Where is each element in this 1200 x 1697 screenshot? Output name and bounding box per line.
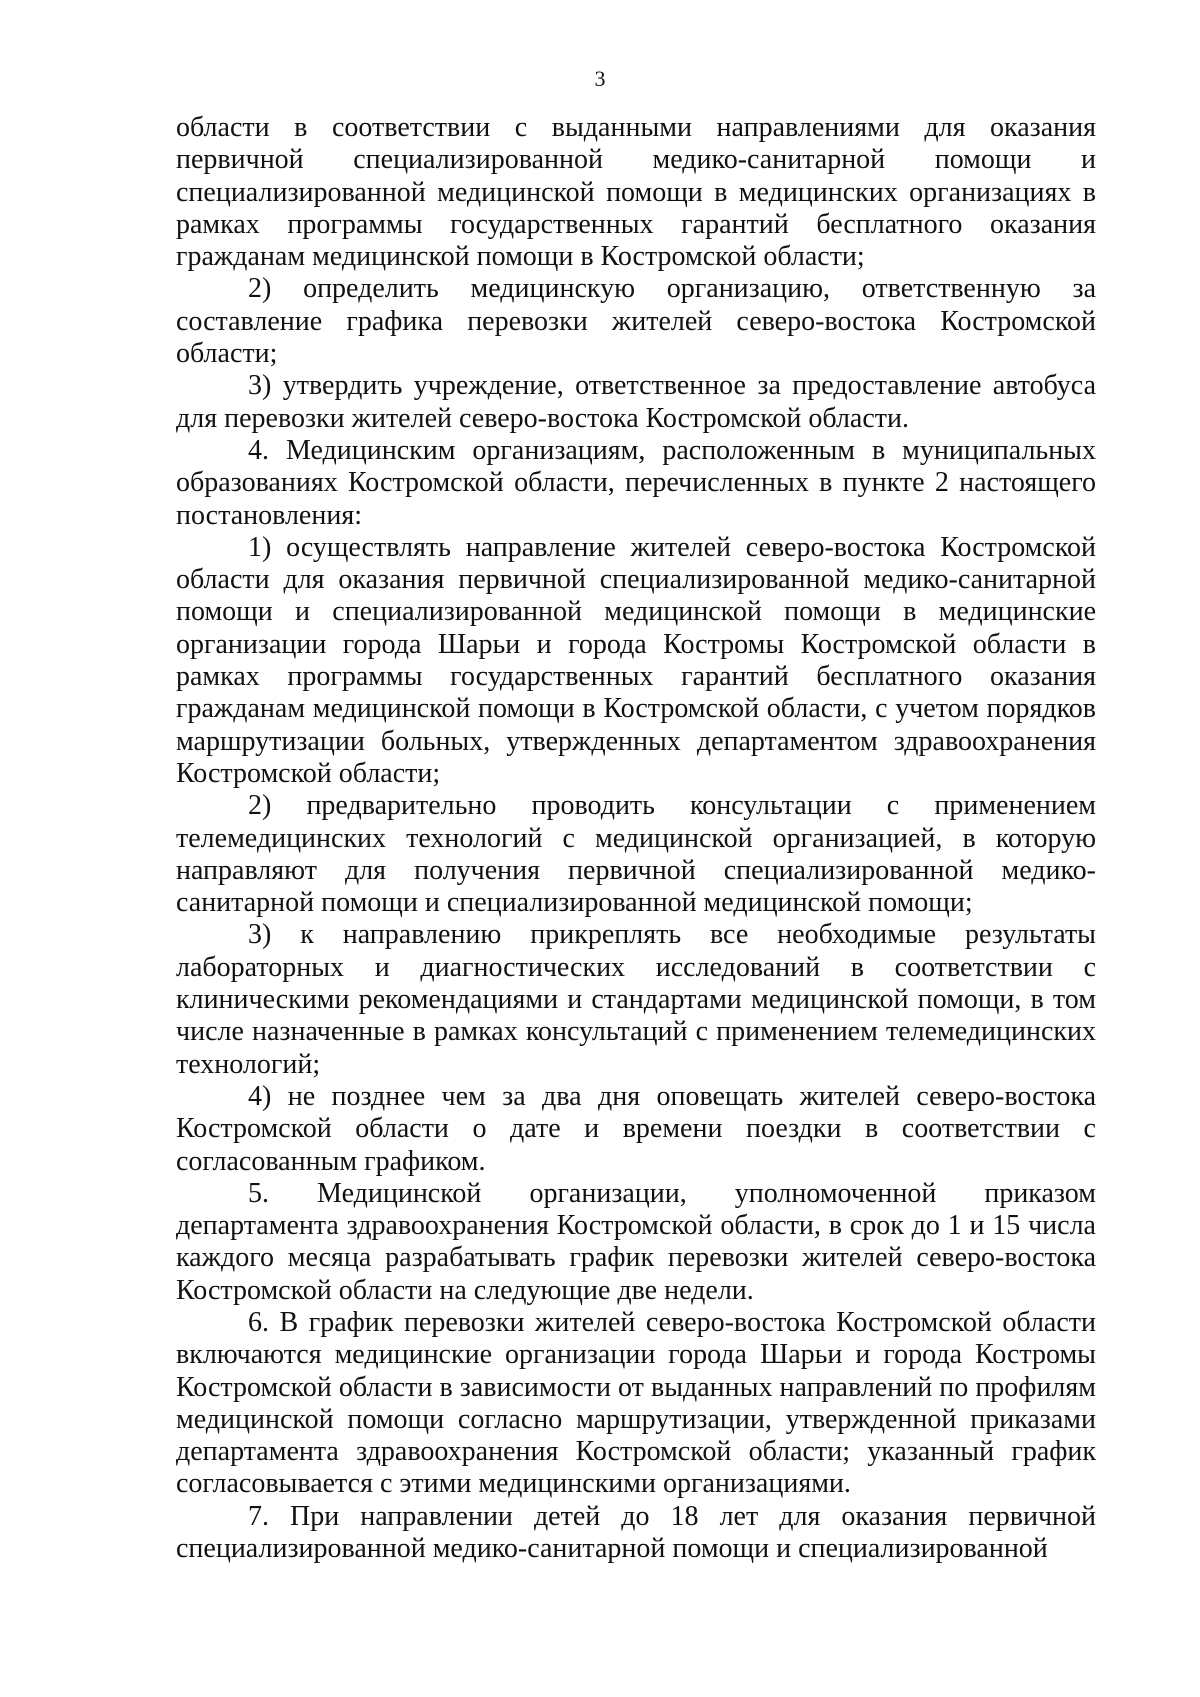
document-body [176, 112, 1096, 1565]
paragraph-item-4-3: 3) к направлению прикреплять все необходимые результаты лабораторных и диагностических исследований в соответствии с клиническими рекомендациями и стандартами медицинской помощи, в том числе назначенные в рамках консультаций с применением телемедицинских технологий; [176, 919, 1096, 1080]
paragraph-item-4-1: 1) осуществлять направление жителей северо-востока Костромской области для оказания первичной специализированной медико-санитарной помощи и специализированной медицинской помощи в медицинские организации города Шарьи и города Костромы Костромской области в рамках программы государственных гарантий бесплатного оказания гражданам медицинской помощи в Костромской области, с учетом порядков маршрутизации больных, утвержденных департаментом здравоохранения Костромской области; [176, 531, 1096, 789]
paragraph-item-3-2: 2) определить медицинскую организацию, ответственную за составление графика перевозки жителей северо-востока Костромской области; [176, 273, 1096, 370]
paragraph-item-4-4: 4) не позднее чем за два дня оповещать жителей северо-востока Костромской области о дате и времени поездки в соответствии с согласованным графиком. [176, 1080, 1096, 1177]
paragraph-clause-7: 7. При направлении детей до 18 лет для оказания первичной специализированной медико-санитарной помощи и специализированной [176, 1500, 1096, 1565]
paragraph-item-4-2: 2) предварительно проводить консультации с применением телемедицинских технологий с медицинской организацией, в которую направляют для получения первичной специализированной медико-санитарной помощи и специализированной медицинской помощи; [176, 790, 1096, 919]
paragraph-item-3-3: 3) утвердить учреждение, ответственное за предоставление автобуса для перевозки жителей северо-востока Костромской области. [176, 370, 1096, 434]
paragraph-clause-4: 4. Медицинским организациям, расположенным в муниципальных образованиях Костромской области, перечисленных в пункте 2 настоящего постановления: [176, 434, 1096, 531]
paragraph-continuation: области в соответствии с выданными направлениями для оказания первичной специализированной медико-санитарной помощи и специализированной медицинской помощи в медицинских организациях в рамках программы государственных гарантий бесплатного оказания гражданам медицинской помощи в Костромской области; [176, 112, 1096, 273]
page-number: 3 [594, 66, 606, 91]
paragraph-clause-5: 5. Медицинской организации, уполномоченной приказом департамента здравоохранения Костромской области, в срок до 1 и 15 числа каждого месяца разрабатывать график перевозки жителей северо-востока Костромской области на следующие две недели. [176, 1177, 1096, 1306]
paragraph-clause-6: 6. В график перевозки жителей северо-востока Костромской области включаются медицинские организации города Шарьи и города Костромы Костромской области в зависимости от выданных направлений по профилям медицинской помощи согласно маршрутизации, утвержденной приказами департамента здравоохранения Костромской области; указанный график согласовывается с этими медицинскими организациями. [176, 1306, 1096, 1500]
